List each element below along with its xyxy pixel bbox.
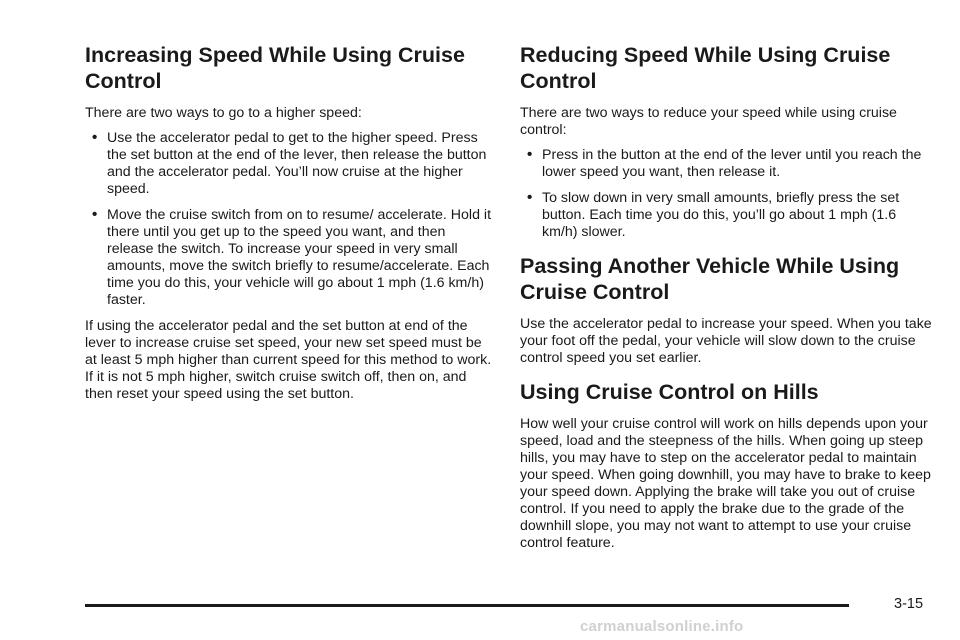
list-item: • Use the accelerator pedal to get to the higher speed. Press the set button at the end of the lever, then release the button and the accelerator pedal. You’ll now cruise at the higher speed. [85, 130, 495, 198]
section-passing-vehicle [520, 253, 932, 367]
watermark: carmanualsonline.info [580, 618, 744, 635]
reducing-speed-list [520, 147, 932, 241]
passing-vehicle-text: Use the accelerator pedal to increase your speed. When you take your foot off the pedal, your vehicle will slow down to the cruise control speed you set earlier. [520, 316, 932, 366]
footer-rule [85, 604, 849, 607]
right-column [520, 42, 932, 560]
list-item: • To slow down in very small amounts, briefly press the set button. Each time you do this, you’ll go about 1 mph (1.6 km/h) slower. [520, 190, 932, 241]
increasing-speed-list [85, 130, 495, 309]
heading-passing-vehicle: Passing Another Vehicle While Using Cruise Control [520, 254, 900, 304]
reducing-speed-intro: There are two ways to reduce your speed while using cruise control: [520, 105, 897, 138]
heading-increasing-speed: Increasing Speed While Using Cruise Control [85, 43, 465, 93]
heading-reducing-speed: Reducing Speed While Using Cruise Control [520, 43, 891, 93]
increasing-speed-note: If using the accelerator pedal and the set button at end of the lever to increase cruise set speed, your new set speed must be at least 5 mph higher than current speed for this method to work. If it is not 5 mph higher, switch cruise switch off, then on, and then reset your speed using the set button. [85, 318, 492, 402]
section-reducing-speed [520, 42, 932, 241]
left-column [85, 42, 495, 411]
section-increasing-speed [85, 42, 495, 403]
increasing-speed-intro: There are two ways to go to a higher speed: [85, 105, 362, 121]
heading-cruise-on-hills: Using Cruise Control on Hills [520, 380, 819, 404]
list-item: • Press in the button at the end of the lever until you reach the lower speed you want, then release it. [520, 147, 932, 181]
cruise-on-hills-text: How well your cruise control will work on hills depends upon your speed, load and the steepness of the hills. When going up steep hills, you may have to step on the accelerator pedal to maintain your speed. When going downhill, you may have to brake to keep your speed down. Applying the brake will take you out of cruise control. If you need to apply the brake due to the grade of the downhill slope, you may not want to attempt to use your cruise control feature. [520, 416, 931, 551]
page-number: 3-15 [894, 596, 924, 612]
list-item: • Move the cruise switch from on to resume/ accelerate. Hold it there until you get up to the speed you want, and then release the switch. To increase your speed in very small amounts, move the switch briefly to resume/accelerate. Each time you do this, your vehicle will go about 1 mph (1.6 km/h) faster. [85, 207, 495, 309]
section-cruise-on-hills [520, 379, 932, 552]
